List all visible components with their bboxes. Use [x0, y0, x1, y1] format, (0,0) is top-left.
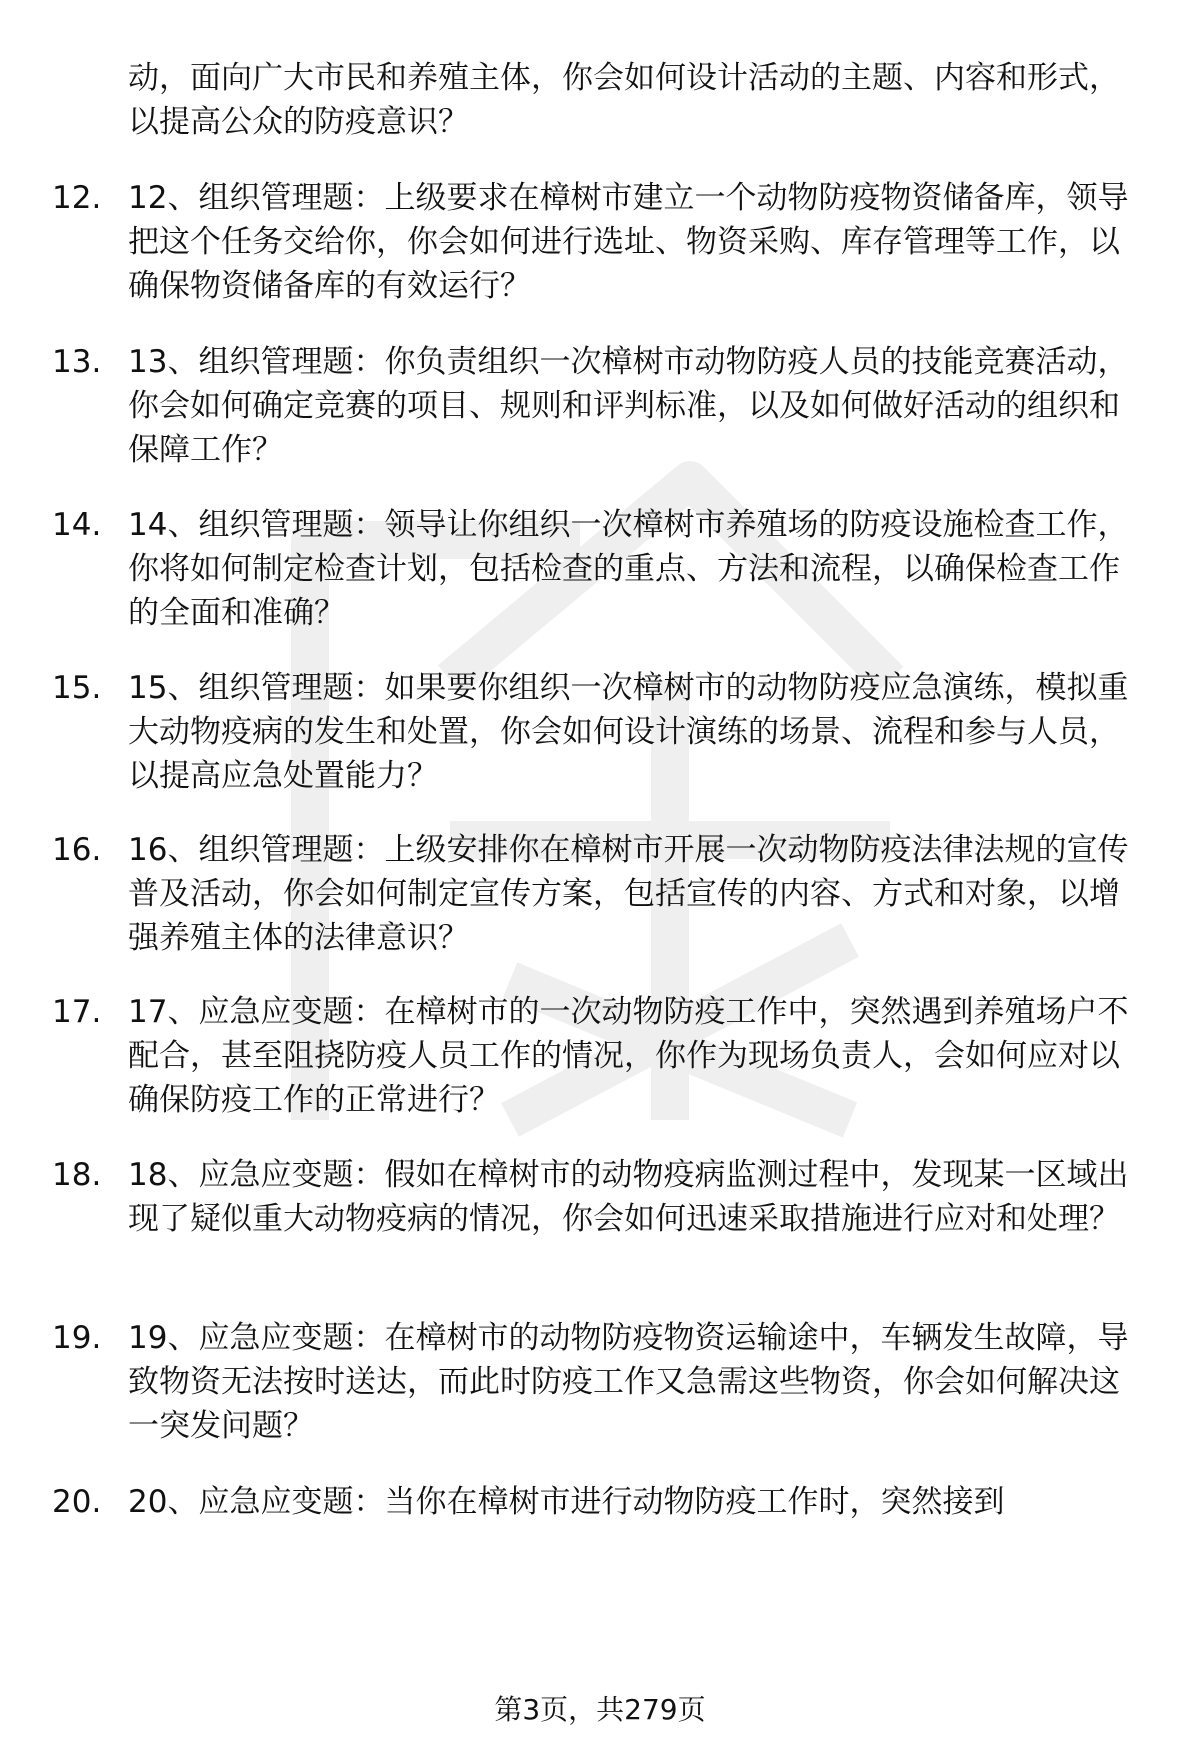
question-number: 17. [52, 994, 102, 1030]
page-footer: 第3页，共279页 [494, 1693, 706, 1726]
question-number: 15. [52, 670, 102, 706]
question-number: 13. [52, 344, 102, 380]
question-text: 15、组织管理题：如果要你组织一次樟树市的动物防疫应急演练，模拟重大动物疫病的发生和处置，你会如何设计演练的场景、流程和参与人员，以提高应急处置能力？ [128, 670, 1129, 794]
question-text: 19、应急应变题：在樟树市的动物防疫物资运输途中，车辆发生故障，导致物资无法按时送达，而此时防疫工作又急需这些物资，你会如何解决这一突发问题？ [128, 1320, 1129, 1444]
question-text: 20、应急应变题：当你在樟树市进行动物防疫工作时，突然接到 [128, 1484, 1005, 1520]
question-text: 17、应急应变题：在樟树市的一次动物防疫工作中，突然遇到养殖场户不配合，甚至阻挠防疫人员工作的情况，你作为现场负责人，会如何应对以确保防疫工作的正常进行？ [128, 994, 1129, 1118]
question-number: 14. [52, 507, 102, 543]
question-text: 12、组织管理题：上级要求在樟树市建立一个动物防疫物资储备库，领导把这个任务交给你，你会如何进行选址、物资采购、库存管理等工作，以确保物资储备库的有效运行？ [128, 180, 1129, 304]
question-number: 18. [52, 1157, 102, 1193]
question-number: 16. [52, 832, 102, 868]
question-text: 18、应急应变题：假如在樟树市的动物疫病监测过程中，发现某一区域出现了疑似重大动物疫病的情况，你会如何迅速采取措施进行应对和处理？ [128, 1157, 1129, 1237]
question-text: 13、组织管理题：你负责组织一次樟树市动物防疫人员的技能竞赛活动，你会如何确定竞赛的项目、规则和评判标准，以及如何做好活动的组织和保障工作？ [128, 344, 1129, 468]
question-number: 12. [52, 180, 102, 216]
continuation-text: 动，面向广大市民和养殖主体，你会如何设计活动的主题、内容和形式，以提高公众的防疫意识？ [128, 60, 1120, 140]
question-number: 19. [52, 1320, 102, 1356]
question-text: 16、组织管理题：上级安排你在樟树市开展一次动物防疫法律法规的宣传普及活动，你会如何制定宣传方案，包括宣传的内容、方式和对象，以增强养殖主体的法律意识？ [128, 832, 1129, 956]
question-number: 20. [52, 1484, 102, 1520]
question-text: 14、组织管理题：领导让你组织一次樟树市养殖场的防疫设施检查工作，你将如何制定检查计划，包括检查的重点、方法和流程，以确保检查工作的全面和准确？ [128, 507, 1129, 631]
